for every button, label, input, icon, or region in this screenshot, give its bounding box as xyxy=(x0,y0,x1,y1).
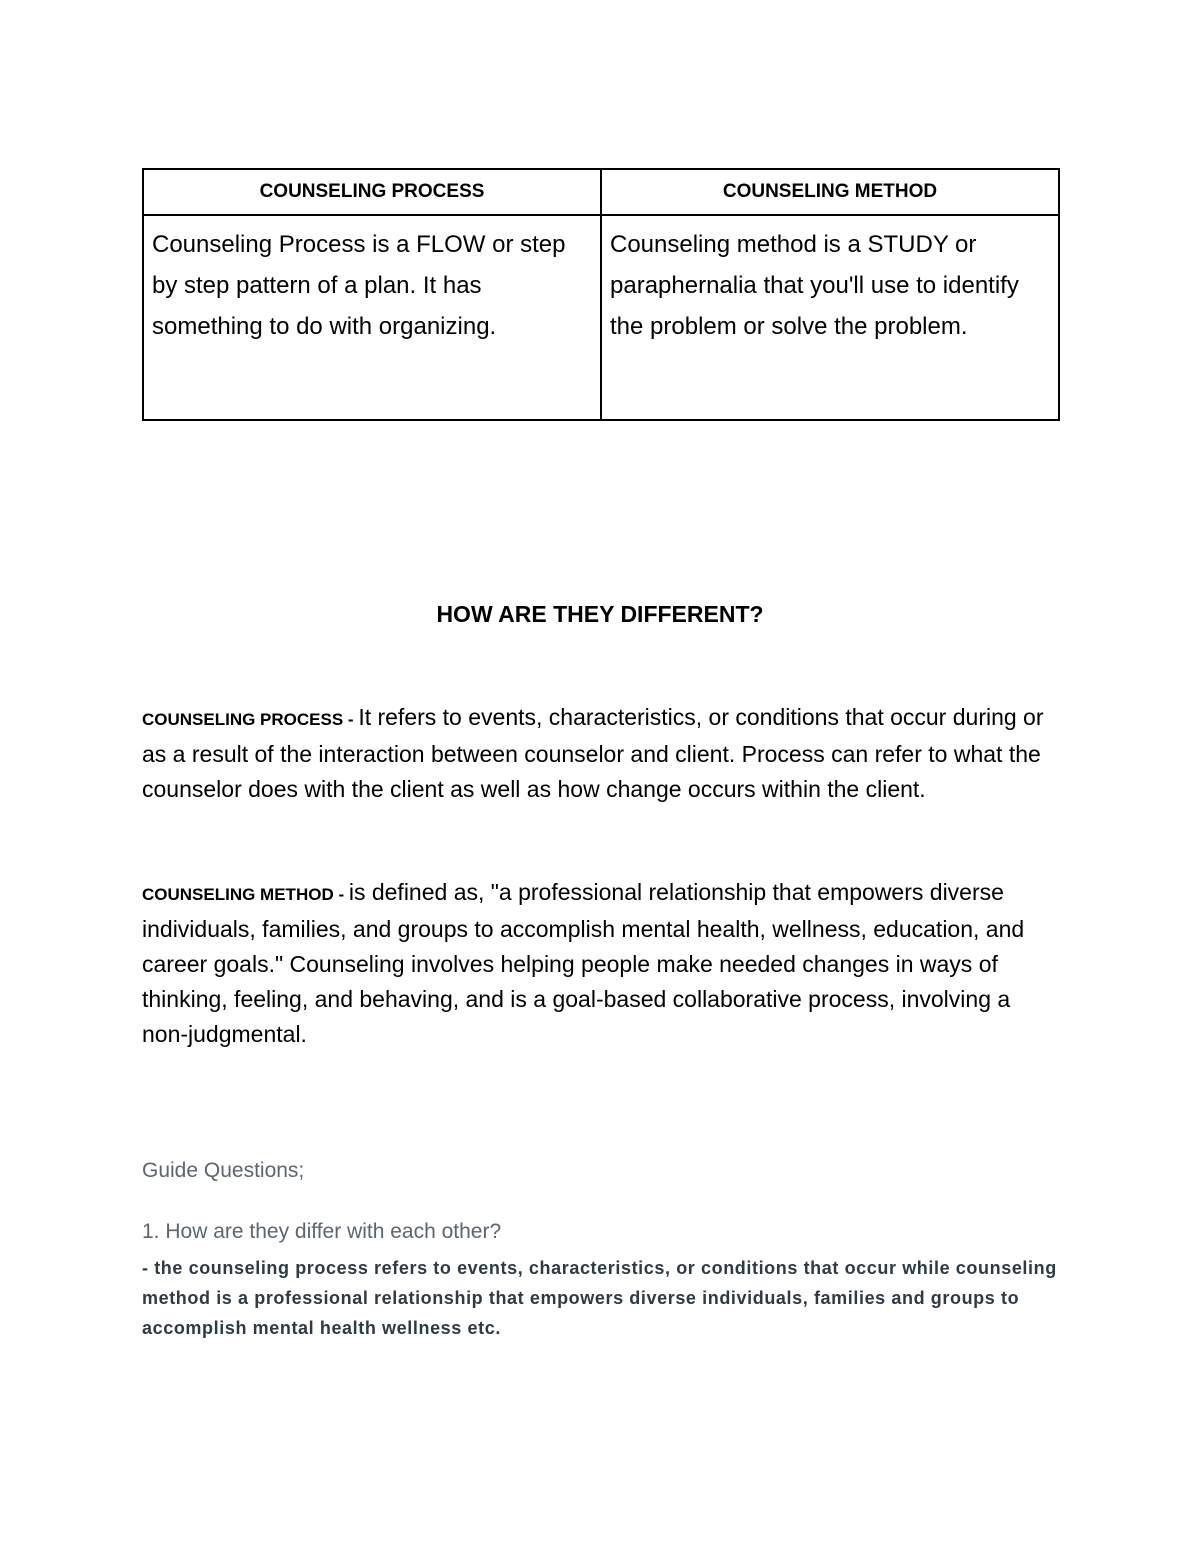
cell-method-definition: Counseling method is a STUDY or paraphernalia that you'll use to identify the problem or solve the problem. xyxy=(601,215,1059,420)
comparison-table xyxy=(142,168,1060,421)
process-text: It refers to events, characteristics, or conditions that occur during or as a result of the interaction between counselor and client. Process can refer to what the counselor does with the client as well as how change occurs within the client. xyxy=(142,704,1044,802)
guide-answer-1: - the counseling process refers to events, characteristics, or conditions that occur while counseling method is a professional relationship that empowers diverse individuals, families and groups to accomplish mental health wellness etc. xyxy=(142,1258,1057,1338)
header-counseling-method: COUNSELING METHOD xyxy=(601,169,1059,215)
guide-questions-title: Guide Questions; xyxy=(142,1159,305,1182)
method-term: COUNSELING METHOD - xyxy=(142,885,349,904)
header-counseling-process: COUNSELING PROCESS xyxy=(143,169,601,215)
method-paragraph xyxy=(142,875,1062,1052)
cell-process-definition: Counseling Process is a FLOW or step by step pattern of a plan. It has something to do with organizing. xyxy=(143,215,601,420)
method-text: is defined as, "a professional relationship that empowers diverse individuals, families, and groups to accomplish mental health, wellness, education, and career goals." Counseling involves helping people make needed changes in ways of thinking, feeling, and behaving, and is a goal-based collaborative process, involving a non-judgmental. xyxy=(142,879,1025,1047)
process-paragraph xyxy=(142,700,1062,807)
guide-question-1: 1. How are they differ with each other? xyxy=(142,1220,502,1243)
table-header-row xyxy=(143,169,1059,215)
table-row xyxy=(143,215,1059,420)
process-term: COUNSELING PROCESS - xyxy=(142,710,359,729)
section-heading: HOW ARE THEY DIFFERENT? xyxy=(436,601,764,627)
